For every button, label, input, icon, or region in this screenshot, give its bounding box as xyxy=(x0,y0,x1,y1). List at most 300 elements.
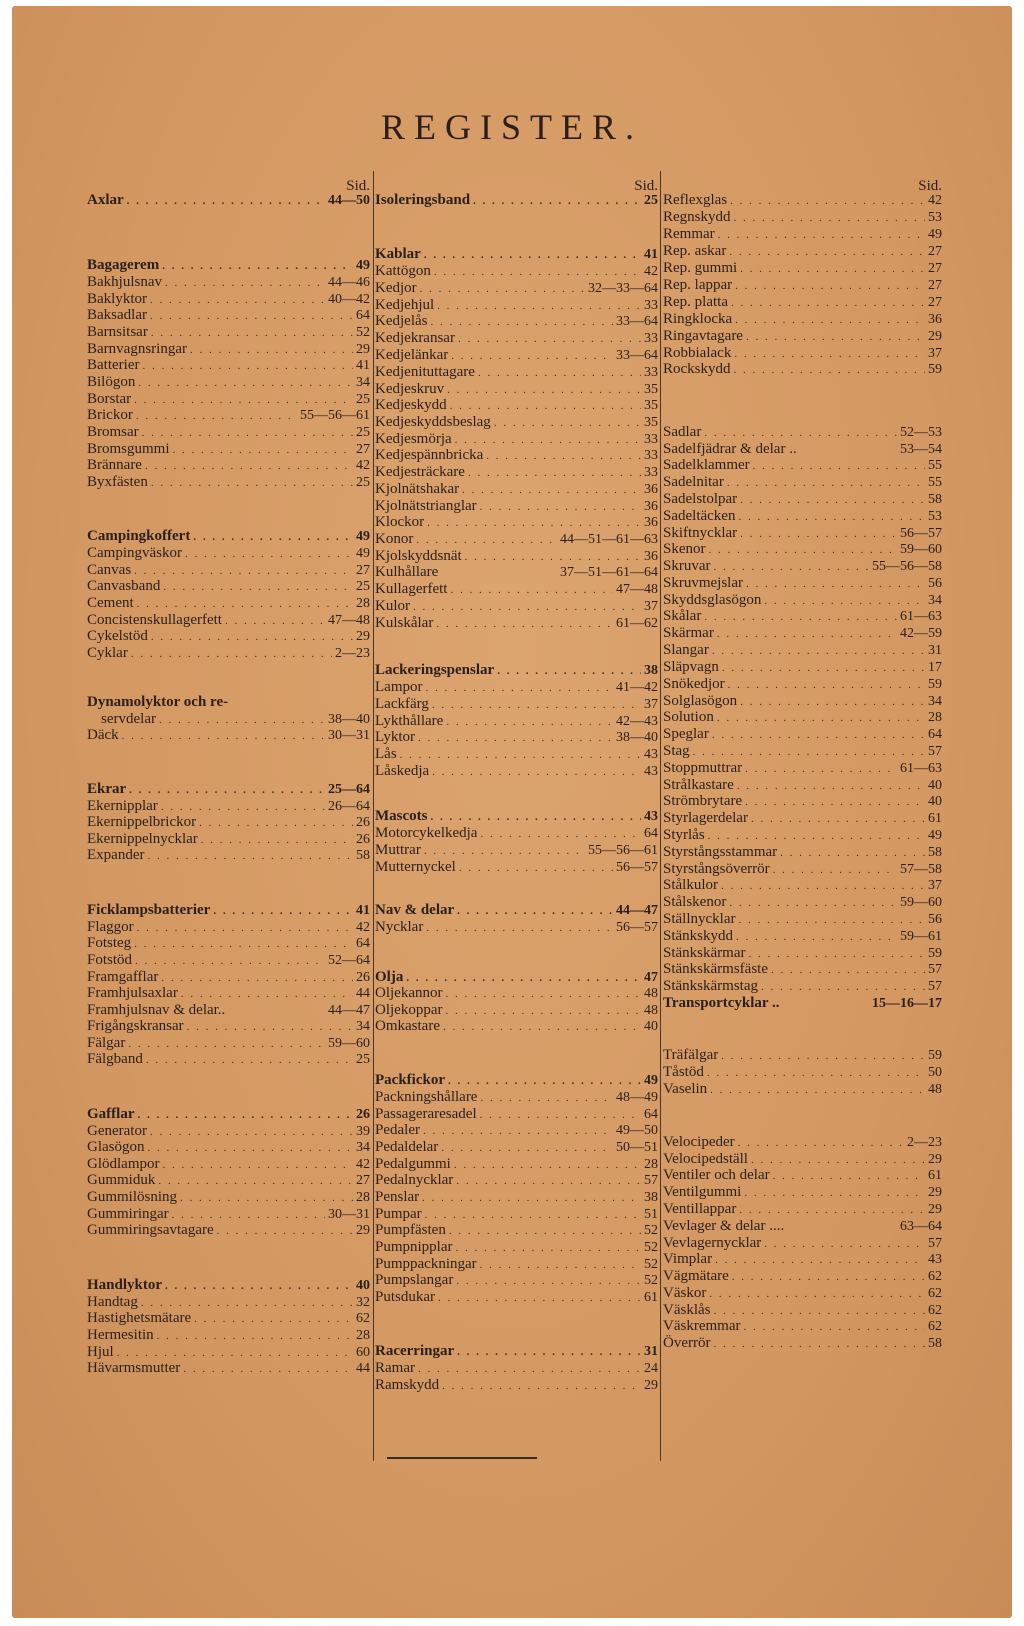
entry-name: Ventilgummi xyxy=(663,1184,742,1200)
entry-page: 25 xyxy=(356,425,370,440)
index-entry xyxy=(663,1235,942,1252)
leader-dots xyxy=(480,826,641,843)
index-entry xyxy=(101,711,370,728)
index-entry xyxy=(87,192,370,209)
leader-dots xyxy=(773,1168,925,1185)
leader-dots xyxy=(722,660,925,677)
leader-dots xyxy=(743,1319,925,1336)
index-entry xyxy=(663,474,942,491)
index-entry xyxy=(663,743,942,760)
entry-page: 49 xyxy=(356,258,370,273)
index-entry xyxy=(87,291,370,308)
leader-dots xyxy=(134,936,353,953)
entry-name: Ekernippelbrickor xyxy=(87,814,197,830)
index-entry xyxy=(375,615,658,632)
leader-dots xyxy=(422,1190,641,1207)
entry-page: 36 xyxy=(644,482,658,497)
leader-dots xyxy=(771,962,925,979)
leader-dots xyxy=(740,261,925,278)
leader-dots xyxy=(194,1311,353,1328)
leader-dots xyxy=(735,278,925,295)
entry-page: 52 xyxy=(644,1273,658,1288)
index-entry xyxy=(663,508,942,525)
entry-page: 29 xyxy=(356,1223,370,1238)
entry-name: Frigångskransar xyxy=(87,1018,184,1034)
entry-name: Träfälgar xyxy=(663,1047,719,1063)
index-entry xyxy=(663,491,942,508)
entry-page: 59 xyxy=(928,1048,942,1063)
index-entry xyxy=(375,1189,658,1206)
entry-name: Bromsgummi xyxy=(87,441,170,457)
entry-name: Stänkskärmsfäste xyxy=(663,961,768,977)
index-entry xyxy=(87,424,370,441)
entry-name: Oljekoppar xyxy=(375,1002,443,1018)
entry-name: Solglasögon xyxy=(663,693,738,709)
entry-page: 29 xyxy=(928,1202,942,1217)
entry-name: Ramar xyxy=(375,1360,415,1376)
entry-page: 29 xyxy=(928,1152,942,1167)
index-entry xyxy=(663,911,942,928)
index-entry xyxy=(87,1360,370,1377)
index-entry xyxy=(87,1294,370,1311)
entry-page: 49 xyxy=(356,546,370,561)
entry-page: 47—48 xyxy=(616,582,658,597)
index-entry xyxy=(375,1089,658,1106)
entry-name: Baklyktor xyxy=(87,291,147,307)
leader-dots xyxy=(445,986,641,1003)
entry-page: 49 xyxy=(928,227,942,242)
entry-page: 25 xyxy=(356,1052,370,1067)
index-entry xyxy=(375,548,658,565)
entry-name: Klockor xyxy=(375,514,425,530)
index-entry xyxy=(375,919,658,936)
entry-page: 39 xyxy=(356,1124,370,1139)
leader-dots xyxy=(151,629,353,646)
entry-page: 53—54 xyxy=(900,442,942,457)
entry-name: Vimplar xyxy=(663,1251,713,1267)
entry-name: Framgafflar xyxy=(87,969,159,985)
leader-dots xyxy=(436,616,613,633)
index-entry xyxy=(87,1139,370,1156)
entry-page: 59 xyxy=(928,677,942,692)
entry-page: 61 xyxy=(644,1290,658,1305)
entry-name: Stag xyxy=(663,743,690,759)
entry-name: Stoppmuttrar xyxy=(663,760,743,776)
index-entry xyxy=(375,1172,658,1189)
leader-dots xyxy=(740,492,925,509)
leader-dots xyxy=(721,878,925,895)
entry-name: Lykthållare xyxy=(375,713,444,729)
index-entry xyxy=(663,1251,942,1268)
entry-name: Hastighetsmätare xyxy=(87,1310,192,1326)
entry-page: 55 xyxy=(928,458,942,473)
index-entry xyxy=(375,808,658,825)
entry-name: Hjul xyxy=(87,1344,114,1360)
entry-page: 30—31 xyxy=(328,1207,370,1222)
entry-page: 62 xyxy=(928,1303,942,1318)
entry-name: Pedalgummi xyxy=(375,1156,451,1172)
entry-page: 53 xyxy=(928,509,942,524)
entry-name: Stänkskärmstag xyxy=(663,978,758,994)
entry-name: Expander xyxy=(87,847,145,863)
leader-dots xyxy=(735,312,925,329)
entry-page: 37 xyxy=(928,346,942,361)
entry-page: 15—16—17 xyxy=(872,996,942,1011)
index-entry xyxy=(375,842,658,859)
sid-label: Sid. xyxy=(346,178,370,194)
entry-page: 42 xyxy=(928,193,942,208)
leader-dots xyxy=(217,1223,353,1240)
entry-name: Ringavtagare xyxy=(663,328,743,344)
leader-dots xyxy=(721,1048,925,1065)
entry-page: 44—46 xyxy=(328,275,370,290)
leader-dots xyxy=(780,845,925,862)
index-entry xyxy=(375,431,658,448)
entry-page: 57 xyxy=(928,979,942,994)
entry-name: Kedjenituttagare xyxy=(375,364,475,380)
entry-name: Borstar xyxy=(87,391,132,407)
entry-page: 59—61 xyxy=(900,929,942,944)
entry-name: Vevlager & delar .... xyxy=(663,1218,785,1234)
entry-page: 61 xyxy=(928,1168,942,1183)
index-entry xyxy=(663,1285,942,1302)
leader-dots xyxy=(458,331,641,348)
index-entry xyxy=(663,328,942,345)
entry-page: 56 xyxy=(928,912,942,927)
entry-name: Solution xyxy=(663,709,714,725)
index-entry xyxy=(375,564,658,581)
entry-name: Väskremmar xyxy=(663,1318,741,1334)
leader-dots xyxy=(715,1252,925,1269)
index-entry xyxy=(87,847,370,864)
entry-name: Pumppackningar xyxy=(375,1256,477,1272)
entry-page: 25 xyxy=(356,475,370,490)
entry-page: 29 xyxy=(644,1378,658,1393)
index-entry xyxy=(375,397,658,414)
index-entry xyxy=(375,985,658,1002)
entry-name: Pedalnycklar xyxy=(375,1172,454,1188)
entry-page: 50—51 xyxy=(616,1140,658,1155)
entry-page: 37 xyxy=(644,599,658,614)
entry-name: Nav & delar xyxy=(375,902,455,918)
entry-page: 27 xyxy=(356,1173,370,1188)
index-entry xyxy=(663,311,942,328)
entry-name: Canvas xyxy=(87,562,132,578)
index-entry xyxy=(375,1289,658,1306)
index-entry xyxy=(87,814,370,831)
index-entry xyxy=(87,919,370,936)
entry-page: 55 xyxy=(928,475,942,490)
entry-name: Handlyktor xyxy=(87,1277,163,1293)
index-entry xyxy=(375,531,658,548)
entry-name: Ringklocka xyxy=(663,311,733,327)
leader-dots xyxy=(712,643,925,660)
entry-page: 52 xyxy=(644,1240,658,1255)
leader-dots xyxy=(443,1019,641,1036)
entry-name: Styrstångsstammar xyxy=(663,844,778,860)
index-entry xyxy=(375,969,658,986)
entry-name: Skärmar xyxy=(663,625,714,641)
entry-page: 38—40 xyxy=(328,712,370,727)
leader-dots xyxy=(158,1173,353,1190)
index-entry xyxy=(87,441,370,458)
leader-dots xyxy=(427,515,641,532)
entry-name: Stänkskydd xyxy=(663,928,734,944)
index-entry xyxy=(663,894,942,911)
index-entry xyxy=(375,1239,658,1256)
entry-name: Fotstöd xyxy=(87,952,133,968)
index-entry xyxy=(375,514,658,531)
index-entry xyxy=(663,1218,942,1235)
entry-name: Gafflar xyxy=(87,1106,135,1122)
entry-name: Lampor xyxy=(375,679,423,695)
index-entry xyxy=(663,844,942,861)
entry-page: 57 xyxy=(928,744,942,759)
leader-dots xyxy=(727,475,925,492)
leader-dots xyxy=(738,912,925,929)
index-entry xyxy=(87,969,370,986)
entry-page: 27 xyxy=(928,278,942,293)
entry-page: 33 xyxy=(644,465,658,480)
entry-name: Kjolnätstrianglar xyxy=(375,498,477,514)
entry-page: 34 xyxy=(356,1019,370,1034)
entry-name: Fälgar xyxy=(87,1035,126,1051)
entry-name: Cyklar xyxy=(87,645,128,661)
entry-page: 42 xyxy=(356,458,370,473)
index-entry xyxy=(375,902,658,919)
index-entry xyxy=(663,995,942,1012)
index-entry xyxy=(663,777,942,794)
entry-page: 56 xyxy=(928,576,942,591)
leader-dots xyxy=(151,325,353,342)
entry-name: Handtag xyxy=(87,1294,138,1310)
entry-name: Nycklar xyxy=(375,919,424,935)
entry-page: 59 xyxy=(928,362,942,377)
entry-page: 37 xyxy=(928,878,942,893)
entry-page: 33 xyxy=(644,432,658,447)
index-entry xyxy=(87,1277,370,1294)
entry-page: 43 xyxy=(928,1252,942,1267)
entry-name: Skyddsglasögon xyxy=(663,592,762,608)
entry-page: 50 xyxy=(928,1065,942,1080)
entry-name: Bagagerem xyxy=(87,257,160,273)
entry-page: 32—33—64 xyxy=(588,281,658,296)
entry-name: Sadeltäcken xyxy=(663,508,736,524)
index-entry xyxy=(663,961,942,978)
leader-dots xyxy=(732,1269,925,1286)
index-entry xyxy=(375,263,658,280)
leader-dots xyxy=(136,408,297,425)
entry-page: 64 xyxy=(928,727,942,742)
leader-dots xyxy=(497,663,641,680)
entry-page: 52 xyxy=(356,325,370,340)
entry-name: Kedjelänkar xyxy=(375,347,449,363)
entry-page: 33 xyxy=(644,448,658,463)
entry-page: 64 xyxy=(356,308,370,323)
index-entry xyxy=(87,985,370,1002)
sid-label: Sid. xyxy=(634,178,658,194)
entry-page: 2—23 xyxy=(335,646,370,661)
index-entry xyxy=(87,798,370,815)
entry-name: Oljekannor xyxy=(375,985,443,1001)
leader-dots xyxy=(718,227,925,244)
entry-name: Passageraresadel xyxy=(375,1106,477,1122)
index-entry xyxy=(375,192,658,209)
index-entry xyxy=(87,1106,370,1123)
entry-name: Snökedjor xyxy=(663,676,725,692)
entry-name: Reflexglas xyxy=(663,192,728,208)
entry-name: Mascots xyxy=(375,808,428,824)
index-entry xyxy=(87,374,370,391)
index-entry xyxy=(87,1002,370,1019)
leader-dots xyxy=(745,794,925,811)
leader-dots xyxy=(400,747,641,764)
entry-name: Rep. gummi xyxy=(663,260,738,276)
leader-dots xyxy=(459,860,613,877)
entry-name: Kedjeskyddsbeslag xyxy=(375,414,491,430)
leader-dots xyxy=(728,677,925,694)
index-entry xyxy=(375,1018,658,1035)
entry-page: 42 xyxy=(356,920,370,935)
entry-page: 49 xyxy=(928,828,942,843)
entry-name: Cement xyxy=(87,595,134,611)
entry-page: 33 xyxy=(644,331,658,346)
index-entry xyxy=(663,659,942,676)
leader-dots xyxy=(147,848,353,865)
entry-name: Kablar xyxy=(375,246,421,262)
entry-page: 64 xyxy=(644,1107,658,1122)
entry-name: Pumpar xyxy=(375,1206,422,1222)
index-entry xyxy=(375,1272,658,1289)
entry-name: Transportcyklar .. xyxy=(663,995,780,1011)
leader-dots xyxy=(744,1185,925,1202)
index-entry xyxy=(375,696,658,713)
entry-page: 62 xyxy=(928,1286,942,1301)
entry-page: 29 xyxy=(928,1185,942,1200)
entry-page: 57 xyxy=(928,1236,942,1251)
entry-name: Batterier xyxy=(87,357,140,373)
register-page xyxy=(12,6,1012,1618)
entry-name: Väskor xyxy=(663,1285,707,1301)
index-entry xyxy=(375,1222,658,1239)
leader-dots xyxy=(746,329,925,346)
index-entry xyxy=(663,810,942,827)
entry-name: Styrstångsöverrör xyxy=(663,861,770,877)
entry-name: Låskedja xyxy=(375,763,430,779)
entry-name: Pedaler xyxy=(375,1122,420,1138)
entry-name: servdelar xyxy=(101,711,156,727)
leader-dots xyxy=(431,809,642,826)
entry-page: 28 xyxy=(644,1157,658,1172)
leader-dots xyxy=(127,193,325,210)
index-entry xyxy=(663,760,942,777)
entry-name: Styrlagerdelar xyxy=(663,810,748,826)
entry-page: 17 xyxy=(928,660,942,675)
index-entry xyxy=(87,902,370,919)
entry-page: 58 xyxy=(928,1336,942,1351)
entry-page: 59—60 xyxy=(328,1036,370,1051)
index-entry xyxy=(663,642,942,659)
leader-dots xyxy=(729,895,897,912)
entry-page: 40—42 xyxy=(328,292,370,307)
entry-page: 27 xyxy=(356,563,370,578)
entry-page: 28 xyxy=(928,710,942,725)
entry-name: Velocipedställ xyxy=(663,1151,748,1167)
entry-page: 38 xyxy=(644,1190,658,1205)
entry-page: 26 xyxy=(356,970,370,985)
entry-name: Pumpnipplar xyxy=(375,1239,453,1255)
entry-name: Barnvagnsringar xyxy=(87,341,187,357)
leader-dots xyxy=(739,1202,925,1219)
index-entry xyxy=(375,1002,658,1019)
entry-name: Ficklampsbatterier xyxy=(87,902,211,918)
index-entry xyxy=(375,246,658,263)
column-divider-1 xyxy=(373,171,374,1461)
index-entry xyxy=(375,1122,658,1139)
entry-name: Skruvar xyxy=(663,558,711,574)
index-entry xyxy=(663,1201,942,1218)
entry-page: 28 xyxy=(356,1190,370,1205)
entry-name: Packningshållare xyxy=(375,1089,478,1105)
leader-dots xyxy=(448,1073,641,1090)
entry-page: 33—64 xyxy=(616,314,658,329)
leader-dots xyxy=(151,475,353,492)
index-entry xyxy=(375,1360,658,1377)
leader-dots xyxy=(468,465,641,482)
entry-name: Kedjeskydd xyxy=(375,397,447,413)
entry-name: Cykelstöd xyxy=(87,628,148,644)
entry-name: Rockskydd xyxy=(663,361,731,377)
entry-name: Kedjelås xyxy=(375,313,428,329)
entry-name: Vägmätare xyxy=(663,1268,729,1284)
index-entry xyxy=(663,1167,942,1184)
entry-name: Gummiduk xyxy=(87,1172,156,1188)
entry-page: 26 xyxy=(356,832,370,847)
index-entry xyxy=(663,793,942,810)
entry-name: Framhjulsaxlar xyxy=(87,985,178,1001)
entry-page: 56—57 xyxy=(900,526,942,541)
entry-page: 27 xyxy=(928,295,942,310)
index-entry xyxy=(87,1172,370,1189)
index-entry xyxy=(663,441,942,458)
entry-name: Sadlar xyxy=(663,424,702,440)
index-entry xyxy=(663,277,942,294)
entry-page: 43 xyxy=(644,747,658,762)
entry-page: 57—58 xyxy=(900,862,942,877)
entry-name: Brickor xyxy=(87,407,133,423)
index-entry xyxy=(663,693,942,710)
index-entry xyxy=(87,612,370,629)
entry-page: 25 xyxy=(356,579,370,594)
leader-dots xyxy=(456,1240,642,1257)
leader-dots xyxy=(456,1173,641,1190)
index-entry xyxy=(375,1377,658,1394)
entry-page: 36 xyxy=(644,549,658,564)
entry-name: Glödlampor xyxy=(87,1156,160,1172)
leader-dots xyxy=(135,953,325,970)
entry-page: 52—64 xyxy=(328,953,370,968)
leader-dots xyxy=(729,244,925,261)
entry-name: Kedjor xyxy=(375,280,417,296)
entry-page: 56—57 xyxy=(616,920,658,935)
entry-name: Kedjesmörja xyxy=(375,431,452,447)
entry-page: 2—23 xyxy=(907,1135,942,1150)
entry-name: Kedjekransar xyxy=(375,330,455,346)
entry-page: 42 xyxy=(356,1157,370,1172)
index-entry xyxy=(375,347,658,364)
entry-page: 49 xyxy=(644,1073,658,1088)
index-entry xyxy=(87,274,370,291)
